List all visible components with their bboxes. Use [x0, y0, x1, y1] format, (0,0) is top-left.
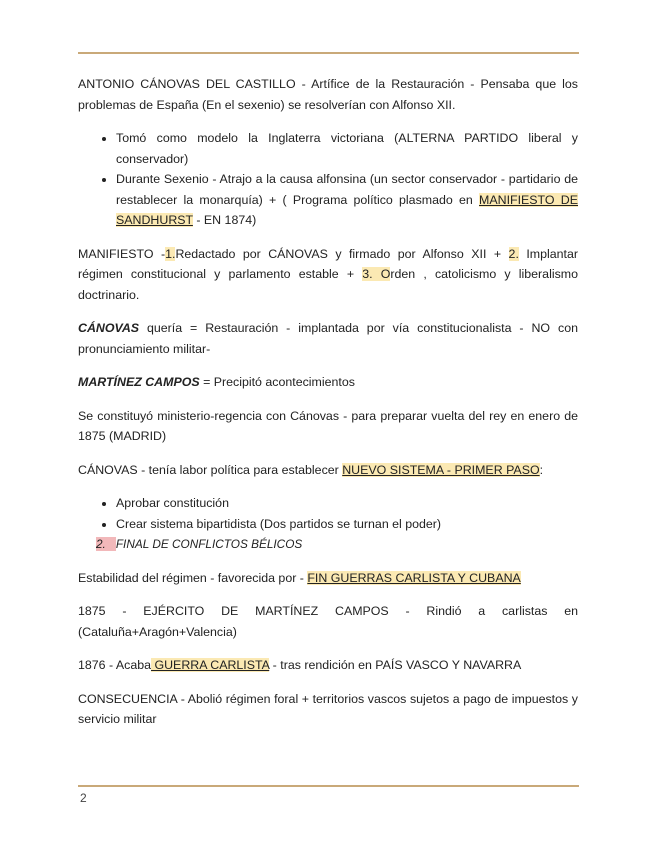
paragraph-1876 [78, 655, 578, 676]
highlight-guerra-carlista: GUERRA CARLISTA [151, 658, 270, 672]
paragraph-sistema [78, 460, 578, 481]
sistema-text: CÁNOVAS - tenía labor política para establecer [78, 462, 343, 477]
sistema-tail: : [539, 462, 544, 477]
martinez-bold: MARTÍNEZ CAMPOS [78, 375, 200, 389]
list-item-tail: - EN 1874) [192, 213, 257, 227]
paragraph-canovas [78, 318, 578, 359]
canovas-text: quería = Restauración - implantada por vía constitucionalista - NO con pronunciamiento militar- [78, 321, 578, 356]
bullet-list-pasos [78, 493, 578, 534]
paragraph-martinez [78, 372, 578, 393]
p1876-text: 1876 - Acaba [78, 658, 152, 672]
list-item: • Aprobar constitución [116, 493, 578, 514]
header-rule [78, 52, 579, 54]
numbered-list [78, 534, 578, 555]
manifiesto-text-2: Implantar régimen constitucional y parlamento estable + [78, 246, 579, 281]
footer-rule [78, 785, 579, 787]
manifiesto-num-3: 3. O [362, 267, 391, 281]
p1876-tail: - tras rendición en PAÍS VASCO Y NAVARRA [269, 658, 522, 672]
list-item [96, 534, 578, 555]
martinez-text: = Precipitó acontecimientos [199, 375, 355, 389]
manifiesto-num-2: 2. [508, 246, 519, 261]
document-body [78, 74, 578, 743]
paragraph-estabilidad [78, 568, 578, 589]
manifiesto-text-1: Redactado por CÁNOVAS y firmado por Alfonso XII + [175, 246, 509, 261]
paragraph-intro: ANTONIO CÁNOVAS DEL CASTILLO - Artífice de la Restauración - Pensaba que los problemas de España (En el sexenio) se resolverían con Alfonso XII. [78, 77, 578, 112]
manifiesto-text-3: rden , catolicismo y liberalismo doctrinario. [78, 267, 578, 302]
list-item-text: Durante Sexenio - Atrajo a la causa alfonsina (un sector conservador - partidario de restablecer la monarquía) + ( Programa político plasmado en [116, 172, 578, 207]
paragraph-consecuencia: CONSECUENCIA - Abolió régimen foral + territorios vascos sujetos a pago de impuestos y servicio militar [78, 691, 578, 726]
canovas-bold: CÁNOVAS [78, 321, 140, 335]
bullet-list-modelo [78, 128, 578, 231]
list-item [116, 169, 578, 231]
paragraph-1875: 1875 - EJÉRCITO DE MARTÍNEZ CAMPOS - Rindió a carlistas en (Cataluña+Aragón+Valencia) [78, 604, 578, 639]
paragraph-manifiesto [78, 244, 578, 306]
list-item: • Crear sistema bipartidista (Dos partidos se turnan el poder) [116, 514, 578, 535]
list-item: • Tomó como modelo la Inglaterra victoriana (ALTERNA PARTIDO liberal y conservador) [116, 128, 578, 169]
numbered-marker: 2. [96, 537, 116, 551]
highlight-sandhurst: MANIFIESTO DE SANDHURST [116, 192, 578, 227]
manifiesto-lead: MANIFIESTO - [78, 246, 166, 261]
highlight-nuevo-sistema: NUEVO SISTEMA - PRIMER PASO [342, 462, 540, 477]
page-number: 2 [80, 791, 87, 805]
paragraph-ministerio: Se constituyó ministerio-regencia con Cánovas - para preparar vuelta del rey en enero de 1875 (MADRID) [78, 408, 578, 443]
estabilidad-text: Estabilidad del régimen - favorecida por - [78, 570, 308, 585]
numbered-text: FINAL DE CONFLICTOS BÉLICOS [115, 537, 303, 551]
manifiesto-num-1: 1. [165, 246, 176, 261]
highlight-fin-guerras: FIN GUERRAS CARLISTA Y CUBANA [307, 570, 521, 585]
